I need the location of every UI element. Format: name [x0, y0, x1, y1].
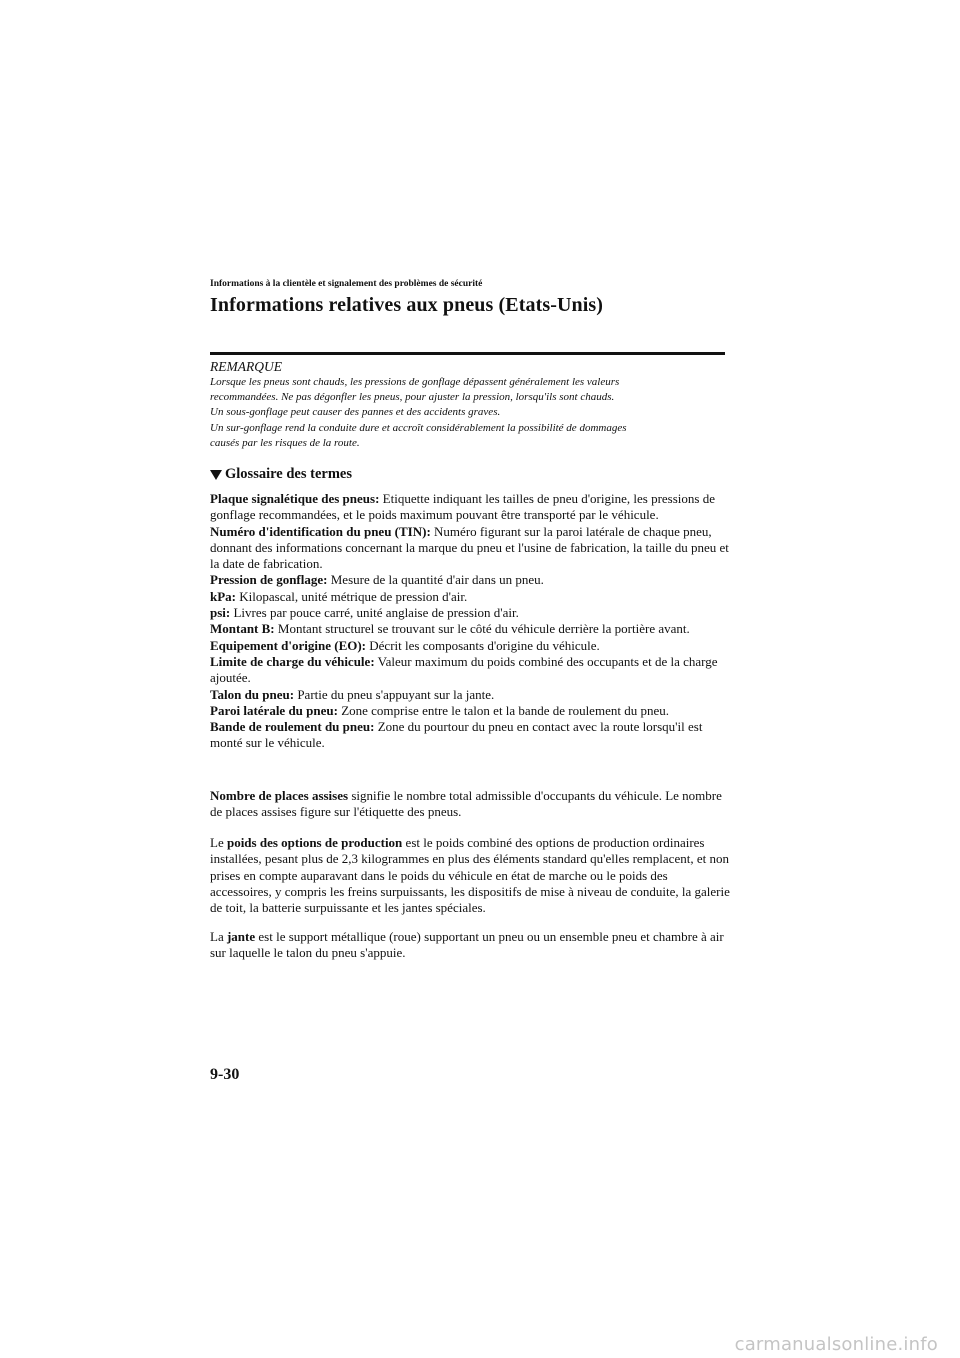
paragraph-lead: La: [210, 929, 227, 944]
glossary-term: Limite de charge du véhicule:: [210, 653, 375, 669]
glossary-item: [210, 524, 730, 573]
glossary-item: [210, 719, 730, 752]
glossary-definition: Décrit les composants d'origine du véhicule.: [369, 637, 600, 653]
paragraph-term: poids des options de production: [226, 835, 403, 850]
section-label: Informations à la clientèle et signalement des problèmes de sécurité: [210, 279, 483, 289]
paragraph-lead: Le: [210, 835, 227, 850]
glossary-item: [210, 621, 730, 637]
note-line: causés par les risques de la route.: [210, 436, 360, 449]
paragraph-seating-capacity: [210, 788, 730, 821]
glossary-heading: [210, 466, 352, 483]
note-heading: REMARQUE: [210, 359, 282, 374]
glossary-term: Talon du pneu:: [210, 686, 295, 702]
glossary-term: Bande de roulement du pneu:: [210, 719, 375, 735]
glossary-item: [210, 654, 730, 687]
glossary-term: Montant B:: [210, 621, 275, 637]
page-number: 9-30: [210, 1066, 240, 1083]
glossary-definition: Zone du pourtour du pneu en contact avec la route lorsqu'il est monté sur le véhicule.: [210, 719, 703, 751]
glossary-item: [210, 589, 730, 605]
glossary-item: [210, 572, 730, 588]
glossary-definition: Valeur maximum du poids combiné des occupants et de la charge ajoutée.: [210, 653, 718, 686]
paragraph-term: jante: [226, 929, 256, 944]
glossary-item: [210, 491, 730, 524]
glossary-item: [210, 687, 730, 703]
paragraph-term: Nombre de places assises: [210, 788, 349, 803]
glossary-term: kPa:: [210, 588, 236, 604]
paragraph-rim: [210, 929, 730, 962]
glossary-list: [210, 491, 730, 752]
paragraph-production-options-weight: [210, 835, 730, 916]
glossary-term: Equipement d'origine (EO):: [210, 637, 367, 653]
glossary-definition: Livres par pouce carré, unité anglaise de pression d'air.: [233, 605, 519, 621]
glossary-term: Plaque signalétique des pneus:: [210, 491, 380, 506]
paragraph-text: signifie le nombre total admissible d'occupants du véhicule. Le nombre de places assises figure sur l'étiquette des pneus.: [210, 788, 722, 820]
glossary-definition: Kilopascal, unité métrique de pression d'air.: [239, 588, 468, 604]
note-line: Lorsque les pneus sont chauds, les pressions de gonflage dépassent généralement les valeurs: [210, 376, 620, 388]
glossary-definition: Numéro figurant sur la paroi latérale de chaque pneu, donnant des informations concernant la marque du pneu et l'usine de fabrication, la taille du pneu et la date de fabrication.: [210, 523, 729, 572]
glossary-definition: Zone comprise entre le talon et la bande de roulement du pneu.: [341, 702, 669, 718]
glossary-definition: Montant structurel se trouvant sur le côté du véhicule derrière la portière avant.: [277, 621, 690, 637]
glossary-item: [210, 703, 730, 719]
glossary-term: Pression de gonflage:: [210, 572, 328, 588]
note-box: [210, 359, 730, 451]
glossary-term: Paroi latérale du pneu:: [210, 702, 338, 718]
glossary-heading-text: Glossaire des termes: [225, 466, 352, 482]
note-line: Un sous-gonflage peut causer des pannes et des accidents graves.: [210, 406, 501, 419]
glossary-definition: Etiquette indiquant les tailles de pneu d'origine, les pressions de gonflage recommandées, et le poids maximum pouvant être transporté par le véhicule.: [210, 491, 715, 523]
glossary-term: Numéro d'identification du pneu (TIN):: [210, 523, 431, 539]
page-title: Informations relatives aux pneus (Etats-Unis): [210, 294, 604, 316]
glossary-definition: Partie du pneu s'appuyant sur la jante.: [297, 686, 495, 702]
title-rule: [210, 352, 725, 355]
triangle-down-icon: [210, 470, 222, 480]
note-line: Un sur-gonflage rend la conduite dure et accroît considérablement la possibilité de dommages: [210, 421, 627, 434]
note-line: recommandées. Ne pas dégonfler les pneus, pour ajuster la pression, lorsqu'ils sont chauds.: [210, 391, 615, 404]
glossary-definition: Mesure de la quantité d'air dans un pneu.: [330, 572, 544, 588]
paragraph-text: est le poids combiné des options de production ordinaires installées, pesant plus de 2,3 kilogrammes en plus des éléments standard qu'elles remplacent, et non prises en compte auparavant dans le poids du véhicule en état de marche ou le poids des accessoires, y compris les freins surpuissants, les dispositifs de mise à niveau de conduite, la galerie de toit, la batterie surpuissante et les jantes spéciales.: [210, 835, 730, 916]
paragraph-text: est le support métallique (roue) supportant un pneu ou un ensemble pneu et chambre à air sur laquelle le talon du pneu s'appuie.: [210, 929, 724, 961]
glossary-term: psi:: [210, 605, 231, 621]
watermark: carmanualsonline.info: [734, 1334, 938, 1355]
glossary-item: [210, 638, 730, 654]
glossary-item: [210, 605, 730, 621]
